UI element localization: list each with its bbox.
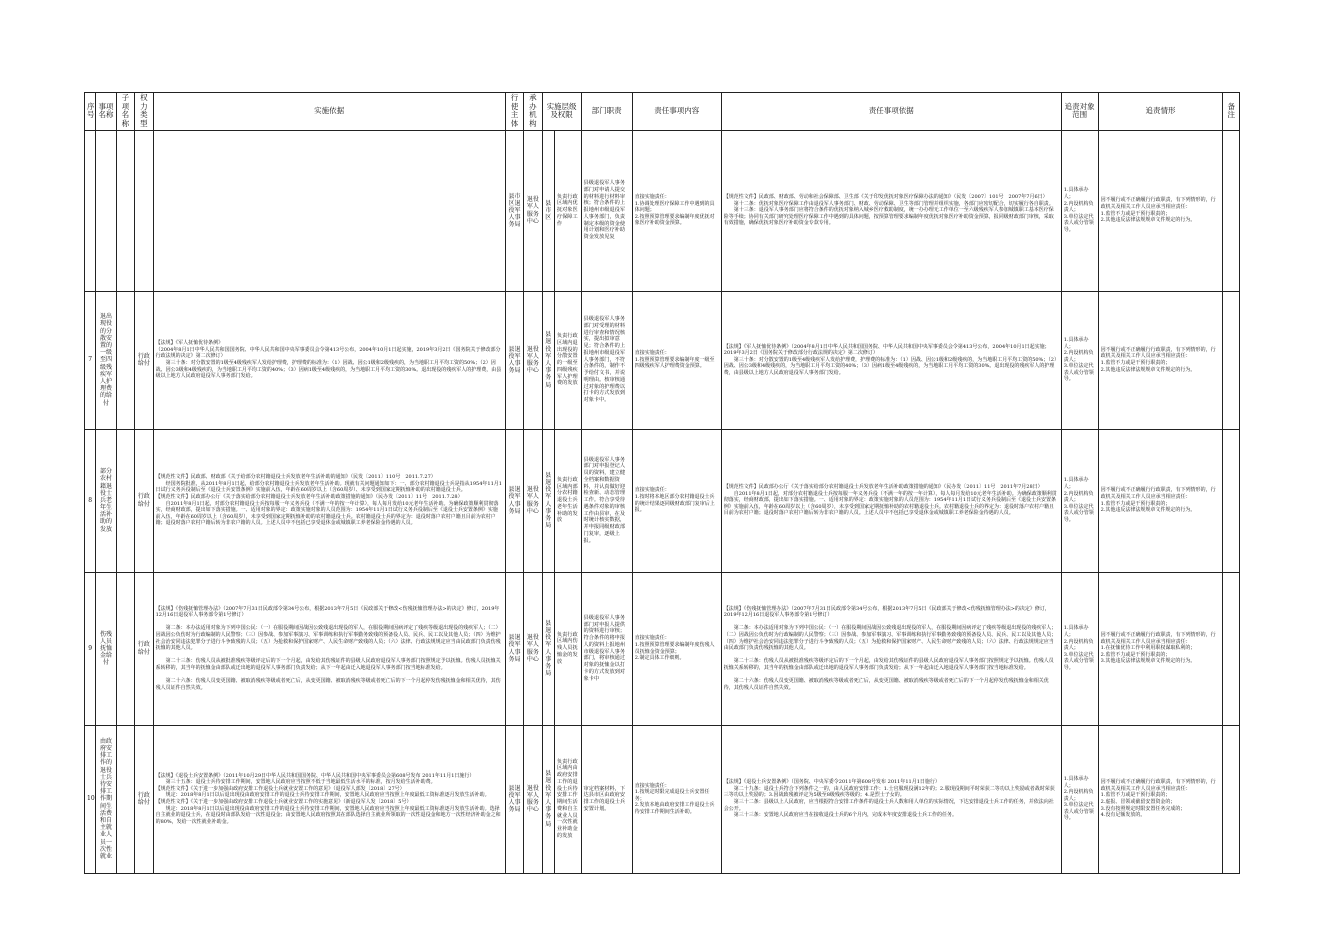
header-level: 实施层级及权限: [542, 93, 581, 131]
cell-subject: 县市区退役军人事务局: [505, 130, 523, 291]
cell-duty: 县级退役军人事务部门对申请人提交的材料进行材料审核；符合条件的上报地州市级退役军人事务部门，负责制定本级的资金使用计划和医疗补助资金发放见复: [581, 130, 632, 291]
cell-type: 行政给付: [135, 725, 153, 873]
basis-text: 【法规】《军人抚恤优待条例》 （2004年8月1日中华人民共和国国务院、中华人民共和国中央军事委员会令第413号公布，2004年10月1日起实施，2019年3月2日《国务院关于修改部分行政法规的决定》第二次修订） 第三十条：对分散安置的1级至4级残疾军人发给护理费，护理费的标准为：（1）因战、因公1级和2级残疾的，为当地职工月平均工资的50%；（2）因战、因公3级和4级残疾的，为当地职工月平均工资的40%；（3）因病1级至4级残疾的，为当地职工月平均工资的30%。退出现役的残疾军人的护理费，由县级以上地方人民政府退役军人事务部门发给。: [155, 340, 502, 380]
cell-seq: [85, 130, 96, 291]
resp-text: 直接实施责任： 1.按规定时限完成退役士兵安置任务； 2.发放本地由政府安排工作退役士兵待安排工作期间生活补助。: [634, 782, 715, 815]
table-row: [85, 291, 1240, 429]
cell-level-a: 县退役军人事务局: [542, 429, 554, 572]
header-sub-item: 子项名称: [116, 93, 134, 131]
cell-type: [135, 130, 153, 291]
cell-item: 由政府安排工作的退役士兵待安排工作期间生活费和自主就业人员一次性就业: [96, 725, 116, 873]
cell-org: 退役军人服务中心: [524, 291, 542, 429]
cell-subject: 县退役军人事务局: [505, 291, 523, 429]
cell-resp: [632, 130, 721, 291]
cell-situation: [1098, 572, 1223, 725]
resp-basis-text: 【法规】《军人抚恤优待条例》（2004年8月1日中华人民共和国国务院、中华人民共和国中央军事委员会令第413号公布，2004年10月1日起实施；2019年3月2日《国务院关于修改部分行政法规的决定》第二次修订） 第三十条：对分散安置的1级至4级残疾军人发给护理费，护理费的标准为：（1）因战、因公1级和2级残疾的，为当地职工月平均工资的50%；（2）因战、因公3级和4级残疾的，为当地职工月平均工资的40%；（3）因病1级至4级残疾的，为当地职工月平均工资的30%。退出现役的残疾军人的护理费，由县级以上地方人民政府退役军人事务部门发给。: [723, 343, 1057, 376]
resp-text: 直接实施责任： 1.按时将本地区部分农村籍退役士兵的统计结果逐同级财政部门复审后上报。: [634, 487, 715, 514]
header-resp-content: 责任事项内容: [632, 93, 721, 131]
scope-text: 1.具体承办人； 2.内设机构负责人； 3.单位法定代表人或分管领导。: [1063, 625, 1094, 671]
table-row: [85, 572, 1240, 725]
cell-duty: 县级退役军人事务部门对申报登记人员的资料，建立健全档案和数据资料，并认真做好迎检查新、动态管理工作。符合享受待遇条件对象的审核工作由县审，在及时统计核实数据，并申报同级财政部门复审，逐级上报。: [581, 429, 632, 572]
cell-remark: [1223, 572, 1240, 725]
cell-seq: 9: [85, 572, 96, 725]
cell-resp-basis: [721, 130, 1061, 291]
cell-situation: [1098, 130, 1223, 291]
situation-text: 因不履行或不正确履行行政职责，有下列情形的，行政机关及相关工作人员应承当相应责任： 1.监管不力或是干预行职责的； 2.其他违反法律法规规章文件规定的行为。: [1100, 197, 1216, 224]
scope-text: 1.具体承办人； 2.内设机构负责人； 3.单位法定代表人或分管领导。: [1063, 775, 1094, 822]
cell-duty: 县级退役军人事务部门对申报人提供的资料进行审核；符合条件的将申报人的资料上报地州市级退役军人事务部门，将审核通过对象的抚恤金以打卡的方式发放到对象卡中: [581, 572, 632, 725]
cell-scope: [1061, 130, 1098, 291]
resp-text: 直接实施责任： 1.协调处理医疗保障工作中遇到的具体问题； 2.按照预算管理要求编制年度优抚对象医疗补助资金预算。: [634, 194, 715, 227]
cell-item: [96, 130, 116, 291]
cell-basis: [153, 572, 505, 725]
cell-scope: [1061, 725, 1098, 873]
header-basis: 实施依据: [153, 93, 505, 131]
situation-text: 因不履行或不正确履行行政职责，有下列情形的，行政机关及相关工作人员应承当相应责任： 1.监管不力或是干预行职责的； 2.其他违反法律法规规章文件规定的行为。: [1100, 487, 1216, 514]
cell-scope: [1061, 572, 1098, 725]
header-scope: 追责对象范围: [1061, 93, 1098, 131]
cell-type: 行政给付: [135, 291, 153, 429]
situation-text: 因不履行或不正确履行行政职责，有下列情形的，行政机关及相关工作人员应承当相应责任： 1.在抚恤优待工作中利用职权谋取私利的； 2.监管不力或是干预行职责的； 3.其他违反法律法规规章文件规定的行为。: [1100, 632, 1216, 665]
cell-sub: [116, 725, 134, 873]
cell-level-a: 县退役军人事务局: [542, 725, 554, 873]
cell-scope: [1061, 429, 1098, 572]
header-power-type: 权力类型: [135, 93, 153, 131]
cell-level-b: 负责行政区域内部分农村籍退役士兵老年生活补助的发放: [554, 429, 581, 572]
cell-type: 行政给付: [135, 572, 153, 725]
cell-item: 伤残人员抚恤金给付: [96, 572, 116, 725]
cell-resp-basis: [721, 429, 1061, 572]
resp-basis-text: 【法规】《退役士兵安置条例》（国务院、中央军委令2011年第608号发布 2011年11月1日施行） 第二十九条：退役士兵符合下列条件之一的，由人民政府安排工作：1.士官服现役满12年的；2.服现役期间平时荣获二等功以上奖励或者战时荣获三等功以上奖励的；3.因战致残被评定为5级至8级残疾等级的；4.是烈士子女的。 第三十二条：县级以上人民政府，应当根据符合安排工作条件的退役士兵人数和用人单位的实际情况，下达安排退役士兵工作的任务，并依法向社会公开。 第三十三条：安置地人民政府应当在接收退役士兵的6个月内，完成本年度安排退役士兵工作的任务。: [723, 779, 1055, 819]
responsibility-table: [84, 92, 1240, 874]
cell-org: 退役军人服务中心: [524, 572, 542, 725]
header-seq: 序号: [85, 93, 96, 131]
resp-text: 直接实施责任： 1.按照预算管理要求编制年度一级至四级残疾军人护理费资金预算。: [634, 350, 715, 370]
cell-basis: [153, 725, 505, 873]
cell-resp: [632, 429, 721, 572]
cell-org: 退役军人服务中心: [524, 725, 542, 873]
basis-text: 【法规】《退役士兵安置条例》（2011年10月29日中华人民共和国国务院、中华人民共和国中央军事委员会第608号发布 2011年11月1日施行） 第三十五条：退役士兵待安排工作期间，安置地人民政府应当按照不低于当地最低生活水平的标准，按月发给生活补助费。 【规范性文件】《关于进一步加强由政府安排工作退役士兵就业安置工作的意见》（退役军人部发〔2018〕27号） 规定：2018年8月1日以后退出现役由政府安排工作的退役士兵待安排工作期间，安置地人民政府应当按照上年度最低工资标准逐月发放生活补助。 【规范性文件】《关于进一步加强由政府安排工作退役士兵就业安置工作的实施意见》（新退役军人发〔2018〕5号） 规定：2018年8月1日以后退出现役由政府安排工作的退役士兵待安排工作期间，安置地人民政府应当按照上年度最低工资标准逐月发放生活补助。选择自主就业的退役士兵，在退役时由部队发给一次性退役金；由安置地人民政府按照其在部队选择自主就业所领取的一次性退役金和地方一次性经济补助金之和的80%，发给一次性就业补助金。: [155, 772, 501, 825]
cell-seq: 8: [85, 429, 96, 572]
scope-text: 1.具体承办人； 2.内设机构负责人； 3.单位法定代表人或分管领导。: [1063, 336, 1094, 383]
table-row: [85, 130, 1240, 291]
header-resp-basis: 责任事项依据: [721, 93, 1061, 131]
header-item-name: 事项名称: [96, 93, 116, 131]
cell-sub: [116, 429, 134, 572]
cell-remark: [1223, 130, 1240, 291]
cell-level-b: 负责行政区域内优抚对象医疗保障工作: [554, 130, 581, 291]
cell-subject: 县退役军人事务局: [505, 725, 523, 873]
cell-seq: 10: [85, 725, 96, 873]
cell-sub: [116, 291, 134, 429]
cell-level-a: 县市区: [542, 130, 554, 291]
cell-resp: [632, 572, 721, 725]
cell-subject: 县退役军人事务局: [505, 429, 523, 572]
resp-basis-text: 【规范性文件】民政部办公厅《关于落实给部分农村籍退役士兵发放老年生活补助政策措施的通知》（民办发〔2011〕11号 2011年7月28日） 自2011年8月1日起，对部分农村籍退役士兵按每服一年义务兵役（不满一年的按一年计算），每人每月发给10元老年生活补助。为确保政策顺利贯彻落实，经商财政部，提出如下落实措施。一、适用对象的界定：政策实施对象的人员范围为：1954年11月1日试行义务兵役制后至《退役士兵安置条例》实施前入伍，年龄在60周岁以上（含60周岁），未享受到国家定期抚恤补助的农村籍退役士兵。农村籍退役士兵的界定为：退役时落户农村户籍且目前为农村户籍；退役时落户农村户籍后转为非农户籍的人员。上述人员中不包括已享受退休金或城镇职工养老保险金待遇的人员。: [723, 484, 1057, 517]
table-header-row: [85, 93, 1240, 131]
resp-basis-text: 【法规】《伤残抚恤管理办法》（2007年7月31日民政部令第34号公布，根据2013年7月5日《民政部关于修改<伤残抚恤管理办法>的决定》修订，2019年12月16日退役军人事务部令第1号修订） 第二条：本办法适用对象为下列中国公民：（一）在服役期间因战因公致残退出现役的军人，在服役期间因病评定了残疾等级退出现役的残疾军人；（二）因战因公负伤时为行政编制的人民警察；（三）因参战、参加军事演习、军事训练和执行军事勤务致残的预备役人员、民兵、民工以及其他人员；（四）为维护社会治安同违法犯罪分子进行斗争致残的人员；（五）为抢救和保护国家财产、人民生命财产致残的人员；（六）法律、行政法规规定应当由民政部门负责伤残抚恤的其他人员。 第二十三条：伤残人员从被批准残疾等级评定后的下一个月起，由发给其伤残证件的县级人民政府退役军人事务部门按照规定予以抚恤。伤残人员抚恤关系转移的，其当年的抚恤金由部队或迁出地的退役军人事务部门负责发给；从下一年起由迁入地退役军人事务部门按当地标准发给。 第二十六条：伤残人员变更国籍、被取消残疾等级或者死亡后，从变更国籍、被取消残疾等级或者死亡后的下一个月起停发伤残抚恤金和相关优待，其伤残人员证件自然失效。: [723, 605, 1057, 691]
basis-text: 【法规】《伤残抚恤管理办法》（2007年7月31日民政部令第34号公布，根据2013年7月5日《民政部关于修改<伤残抚恤管理办法>的决定》修订，2019年12月16日退役军人事务部令第1号修订） 第二条：本办法适用对象为下列中国公民：（一）在服役期间因战因公致残退出现役的军人，在服役期间因病评定了残疾等级退出现役的残疾军人；（二）因战因公负伤时为行政编制的人民警察；（三）因参战、参加军事演习、军事训练和执行军事勤务致残的预备役人员、民兵、民工以及其他人员；（四）为维护社会治安同违法犯罪分子进行斗争致残的人员；（五）为抢救和保护国家财产、人民生命财产致残的人员；（六）法律、行政法规规定应当由民政部门负责伤残抚恤的其他人员。 第二十三条：伤残人员从被批准残疾等级评定后的下一个月起，由发给其伤残证件的县级人民政府退役军人事务部门按照规定予以抚恤。伤残人员抚恤关系转移的，其当年的抚恤金由部队或迁出地的退役军人事务部门负责发给；从下一年起由迁入地退役军人事务部门按当地标准发给。 第二十六条：伤残人员变更国籍、被取消残疾等级或者死亡后，从变更国籍、被取消残疾等级或者死亡后的下一个月起停发伤残抚恤金和相关优待，其伤残人员证件自然失效。: [155, 605, 501, 691]
cell-remark: [1223, 725, 1240, 873]
header-situation: 追责情形: [1098, 93, 1223, 131]
header-duty: 部门职责: [581, 93, 632, 131]
cell-org: 退役军人服务中心: [524, 429, 542, 572]
cell-scope: [1061, 291, 1098, 429]
cell-situation: [1098, 429, 1223, 572]
cell-resp-basis: [721, 725, 1061, 873]
scope-text: 1.具体承办人； 2.内设机构负责人； 3.单位法定代表人或分管领导。: [1063, 187, 1094, 233]
cell-resp: [632, 725, 721, 873]
cell-basis: [153, 291, 505, 429]
scope-text: 1.具体承办人； 2.内设机构负责人； 3.单位法定代表人或分管领导。: [1063, 477, 1094, 523]
situation-text: 因不履行或不正确履行行政职责，有下列情形的，行政机关及相关工作人员应承当相应责任： 1.监管不力或是干预行职责的； 2.其他违反法律法规规章文件规定的行为。: [1100, 346, 1216, 373]
cell-sub: [116, 130, 134, 291]
table-row: [85, 725, 1240, 873]
cell-resp: [632, 291, 721, 429]
cell-level-b: 负责行政区域内由政府安排工作的退役士兵待安排工作期间生活费和自主就业人员一次性就业补助金的发放: [554, 725, 581, 873]
situation-text: 因不履行或不正确履行行政职责，有下列情形的，行政机关及相关工作人员应承当相应责任： 1.监管不力或是干预行职责的； 2.虚报、冒领或截留安置资金的； 3.没有按照规定时限安置任务完成的； 4.没有足额发放的。: [1100, 779, 1216, 819]
cell-duty: 县级退役军人事务部门对受理的材料进行审查和情况核实，提出拟审意见；符合条件的上报地州市级退役军人事务部门，不符合条件的，制作不予给付文书，并说明理由。核审核通过对象的护理费以打卡的方式发放到对象卡中。: [581, 291, 632, 429]
cell-remark: [1223, 429, 1240, 572]
cell-subject: 县退役军人事务局: [505, 572, 523, 725]
cell-org: 退役军人服务中心: [524, 130, 542, 291]
cell-level-a: 县退役军人事务局: [542, 572, 554, 725]
table-row: [85, 429, 1240, 572]
responsibility-list-sheet: [84, 92, 1240, 874]
cell-level-b: 负责行政区域内伤残人员抚恤金的发放: [554, 572, 581, 725]
header-org: 承办机构: [524, 93, 542, 131]
cell-level-a: 县退役军人事务局: [542, 291, 554, 429]
cell-situation: [1098, 725, 1223, 873]
cell-seq: 7: [85, 291, 96, 429]
cell-type: 行政给付: [135, 429, 153, 572]
header-remark: 备注: [1223, 93, 1240, 131]
cell-situation: [1098, 291, 1223, 429]
cell-basis: [153, 130, 505, 291]
cell-item: 部分农村籍退役士兵老年生活补助的发放: [96, 429, 116, 572]
cell-sub: [116, 572, 134, 725]
basis-text: 【规范性文件】民政部、财政部《关于给部分农村籍退役士兵发放老年生活补助的通知》（民发〔2011〕110号 2011.7.27） 经国务院批准，从2011年8月1日起，给部分农村籍退役士兵发放老年生活补助。现就有关问题通知如下：一、部分农村籍退役士兵是指从1954年11月1日试行义务兵役制后至《退役士兵安置条例》实施前入伍，年龄在60周岁以上（含60周岁）、未享受到国家定期抚恤补助的农村籍退役士兵。 【规范性文件】民政部办公厅《关于落实给部分农村籍退役士兵发放老年生活补助政策措施的通知》（民办发〔2011〕11号 2011.7.28） 自2011年8月1日起，对部分农村籍退役士兵按每服一年义务兵役（不满一年的按一年计算），每人每月发给10元老年生活补助。为确保政策顺利贯彻落实，经商财政部，提出如下落实措施。一、适用对象的界定：政策实施对象的人员范围为：1954年11月1日试行义务兵役制后至《退役士兵安置条例》实施前入伍，年龄在60周岁以上（含60周岁），未享受到国家定期抚恤补助的农村籍退役士兵。农村籍退役士兵的界定为：退役时落户农村户籍且目前为农村户籍；退役时落户农村户籍后转为非农户籍的人员。上述人员中不包括已享受退休金或城镇职工养老保险金待遇的人员。: [155, 474, 502, 527]
cell-resp-basis: [721, 572, 1061, 725]
cell-level-b: 负责行政区域内退出现役的分散安置的一级至四级残疾军人护理费的发放: [554, 291, 581, 429]
cell-item: 退出现役的分散安置的一级至四级残疾军人护理费的给付: [96, 291, 116, 429]
cell-remark: [1223, 291, 1240, 429]
resp-basis-text: 【规范性文件】民政部、财政部、劳动和社会保障部、卫生部《关于印发优抚对象医疗保障办法的通知》（民发〔2007〕101号 2007年7月6日） 第十二条：优抚对象医疗保障工作由退役军人事务部门、财政、劳动保障、卫生等部门管理并组织实施，各部门应密切配合，切实履行各自职责。 第十三条：退役军人事务部门应将符合条件的优抚对象纳入城乡医疗救助制度，统一办办理无工作单位一至六级残疾军人参加城镇职工基本医疗保险等手续；协同有关部门研究处理医疗保障工作中遇到的具体问题，按预算管理要求编制年度优抚对象医疗补助资金预算，报同级财政部门审核，采取有效措施，确保优抚对象医疗补助资金专款专用。: [723, 194, 1054, 227]
cell-duty: 审定档案材料，下达县市区由政府安排工作的退役士兵安置计划。: [581, 725, 632, 873]
cell-basis: [153, 429, 505, 572]
resp-text: 直接实施责任： 1.按照预算管理要求编制年度伤残人员抚恤金资金预算； 2.制定具体工作细则。: [634, 635, 715, 662]
header-subject: 行使主体: [505, 93, 523, 131]
cell-resp-basis: [721, 291, 1061, 429]
